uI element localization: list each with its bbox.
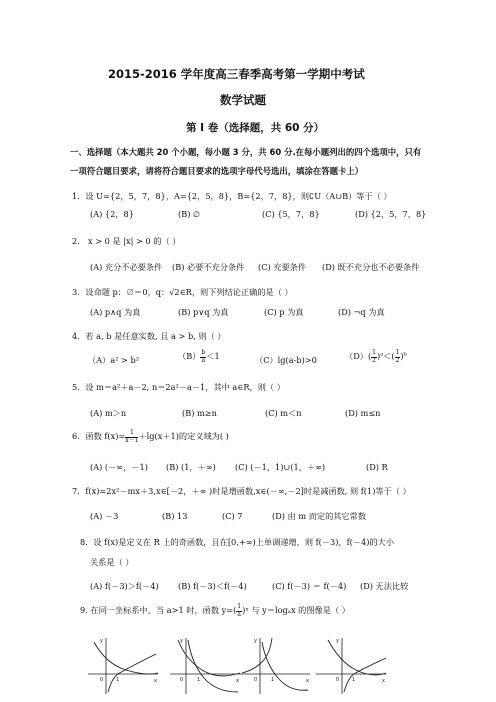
q2-option-c: (C) 充要条件: [258, 262, 307, 272]
curve-log-decreasing: [188, 640, 238, 692]
volume-title: 第 I 卷（选择题，共 60 分）: [186, 122, 325, 134]
q9-stem-head: 9. 在同一坐标系中，当 a>1 时，函数 y=(: [80, 605, 237, 615]
main-title: 2015-2016 学年度高三春季高考第一学期中考试: [108, 67, 365, 81]
q6-option-d: (D) R: [366, 462, 388, 472]
q7-option-b: (B) 13: [162, 511, 188, 521]
q9-stem-tail: )ˣ 与 y＝logₐx 的图像是（ ）: [242, 605, 350, 615]
q5-option-c: (C) m＜n: [265, 408, 302, 418]
q3-option-b: (B) p∨q 为真: [178, 307, 229, 317]
q2-option-a: (A) 充分不必要条件: [90, 262, 163, 272]
fraction-denominator: x－1: [125, 436, 139, 444]
q4-option-c: （C）lg(a-b)>0: [255, 355, 317, 365]
origin-label: 0: [180, 677, 184, 683]
origin-label: 0: [336, 677, 340, 683]
curve-log-decreasing: [262, 642, 308, 690]
question-9-stem: [80, 604, 350, 618]
q7-option-a: (A) －3: [90, 511, 119, 521]
q5-option-d: (D) m≤n: [345, 408, 381, 418]
q6-fraction: [125, 430, 138, 444]
q3-option-d: (D) ¬q 为真: [338, 307, 385, 317]
one-label: 1: [352, 677, 356, 683]
curve-decreasing-exp: [328, 640, 386, 675]
y-label: y: [180, 638, 183, 644]
instructions-line-2: 一项符合题目要求，请将符合题目要求的选项字母代号选出，填涂在答题卡上）: [70, 166, 364, 176]
q4-option-d-label: （D）: [345, 351, 368, 361]
q8-option-c: (C) f(－3) ＝ f(－4): [272, 581, 347, 591]
q8-option-d: (D) 无法比较: [360, 581, 409, 591]
question-5-stem: 5．设 m＝a²＋a－2, n＝2a²－a－1，其中 a∈R，则（ ）: [72, 382, 285, 392]
one-label: 1: [197, 677, 201, 683]
q5-option-a: (A) m＞n: [90, 408, 127, 418]
x-label: x: [306, 678, 309, 684]
q6-option-a: (A) (－∞，－1): [90, 462, 148, 472]
y-label: y: [336, 638, 339, 644]
question-8-stem: 8．设 f(x)是定义在 R 上的奇函数，且在[0,+∞)上单调递增，则 f(－3)，f(－4)的大小: [80, 537, 395, 547]
q1-option-d: (D) {2，5，7，8}: [355, 209, 427, 219]
y-label: y: [100, 638, 103, 644]
q9-graph-b: [168, 634, 244, 696]
q8-option-b: (B) f(－3)＜f(－4): [178, 581, 247, 591]
q4-option-d: （D）( $\frac{1}{2}$ )$^a$＜( $\frac{1}{2}$ )$^b$: [345, 349, 407, 364]
fraction-denominator: a: [201, 356, 206, 364]
q3-option-a: (A) p∧q 为真: [90, 307, 141, 317]
q8-option-a: (A) f(－3)＞f(－4): [90, 581, 159, 591]
q4-option-b-tail: ＜1: [206, 351, 220, 361]
q1-option-a: (A) {2，8}: [90, 209, 134, 219]
q6-stem-head: 6．函数 f(x)=: [72, 431, 126, 441]
q9-graph-d: [314, 634, 390, 696]
question-8-stem-line-2: 关系是（ ）: [90, 557, 134, 567]
q7-option-c: (C) 7: [222, 511, 243, 521]
fraction-numerator: 1: [395, 349, 400, 356]
curve-decreasing-exp: [178, 640, 240, 676]
origin-label: 0: [254, 677, 258, 683]
q6-option-b: (B) (1，＋∞): [166, 462, 216, 472]
q4-option-a: （A）a² > b²: [88, 355, 140, 365]
fraction-denominator: 2: [372, 356, 376, 364]
instructions-line-1: 一、选择题（本大题共 20 个小题，每小题 3 分，共 60 分.在每小题列出的四个选项中，只有: [70, 147, 422, 157]
fraction-denominator: 2: [395, 356, 400, 364]
subject-title: 数学试题: [220, 93, 266, 107]
q2-option-d: (D) 既不充分也不必要条件: [322, 262, 420, 272]
q4-option-b: [178, 350, 220, 364]
q4-option-b-label: （B）: [178, 351, 201, 361]
x-label: x: [154, 678, 157, 684]
question-4-stem: 4．若 a, b 是任意实数, 且 a > b, 则（ ）: [72, 331, 226, 341]
question-7-stem: 7．f(x)=2x²－mx＋3,x∈[－2，＋∞ )时是增函数,x∈(－∞,－2]时是减函数, 则 f(1)等于（ ）: [72, 486, 411, 496]
question-6-stem: [72, 430, 229, 444]
fraction-numerator: b: [201, 349, 206, 356]
q7-option-d: (D) 由 m 而定的其它常数: [272, 511, 367, 521]
curve-increasing-exp: [242, 638, 272, 673]
q1-option-b: (B) ∅: [178, 209, 201, 219]
one-label: 1: [271, 677, 275, 683]
one-label: 1: [116, 677, 120, 683]
q5-option-b: (B) m≥n: [182, 408, 217, 418]
question-2-stem: 2． x > 0 是 |x| > 0 的（ ）: [72, 236, 181, 246]
q6-stem-tail: ＋lg(x＋1)的定义域为( ): [138, 431, 229, 441]
y-label: y: [254, 638, 257, 644]
q4-option-d-mid: ＜: [383, 351, 392, 361]
fraction-numerator: 1: [125, 430, 138, 438]
question-3-stem: 3．设命题 p：∅＝0，q：√2∈R，则下列结论正确的是（ ）: [72, 287, 293, 297]
origin-label: 0: [100, 677, 104, 683]
fraction-numerator: 1: [372, 349, 376, 356]
q9-graph-c: [238, 634, 314, 696]
q3-option-c: (C) p 为真: [264, 307, 304, 317]
x-label: x: [382, 678, 385, 684]
one-half-fraction-2: [395, 350, 401, 364]
q2-option-b: (B) 必要不充分条件: [172, 262, 245, 272]
question-1-stem: 1．设 U={2，5，7，8}，A={2，5，8}，B={2，7，8}，则∁U（A∪B）等于（ ）: [72, 191, 392, 201]
q1-option-c: (C) {5，7，8}: [262, 209, 320, 219]
q6-option-c: (C) (－1，1)∪(1，＋∞): [235, 462, 326, 472]
fraction-numerator: 1: [237, 603, 242, 610]
x-label: x: [236, 678, 239, 684]
q9-graph-a: [86, 634, 162, 696]
one-half-fraction: [371, 350, 377, 364]
curve-log: [108, 654, 156, 692]
fraction-denominator: a: [237, 610, 241, 618]
